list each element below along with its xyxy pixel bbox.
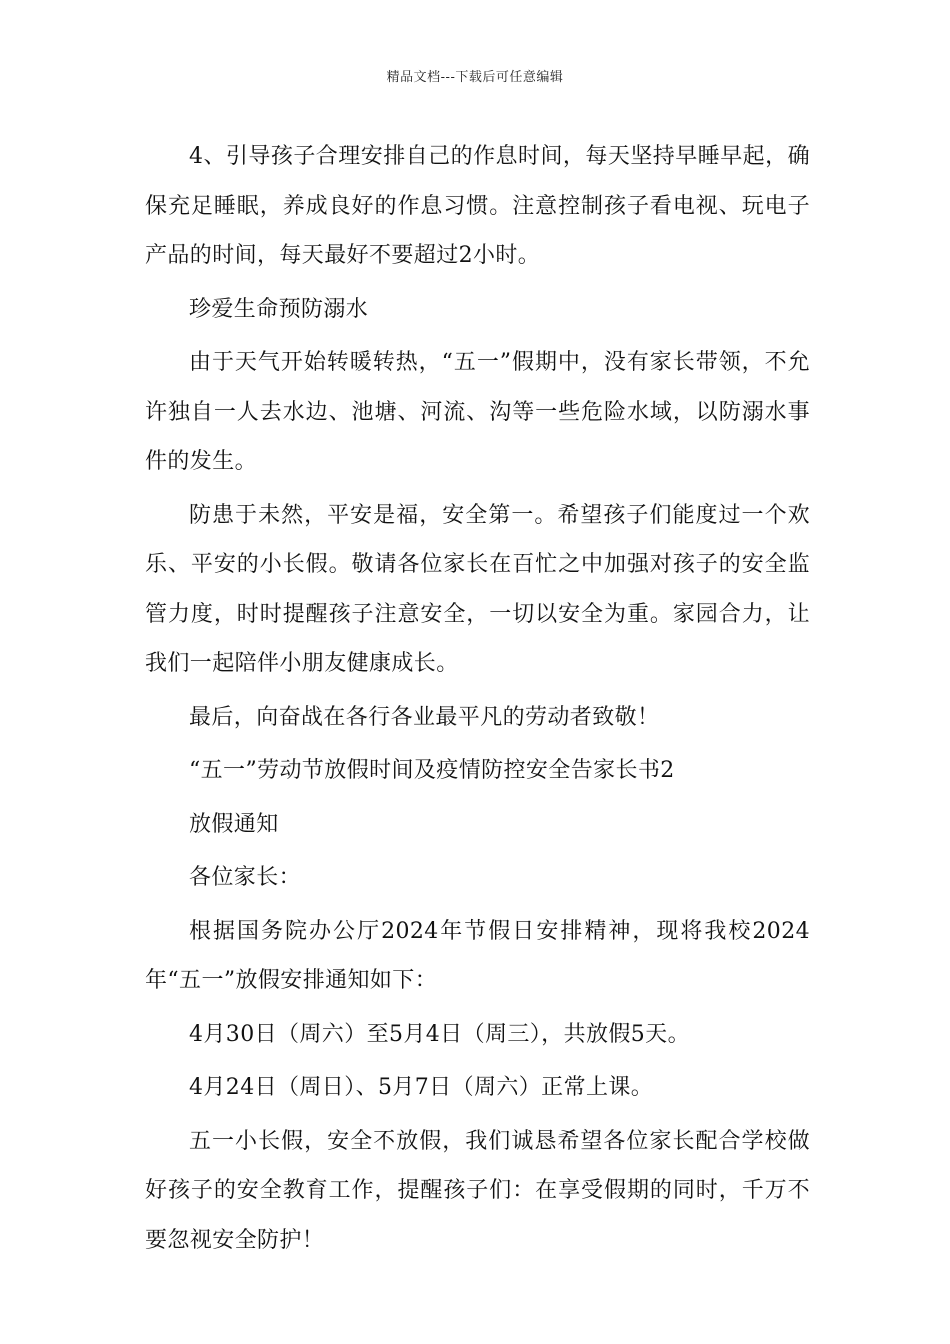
salutation: 各位家长： bbox=[189, 865, 302, 890]
notice-heading: 放假通知 bbox=[189, 811, 279, 837]
document-title-2: “五一”劳动节放假时间及疫情防控安全告家长书2 bbox=[189, 758, 675, 783]
section-heading-drowning: 珍爱生命预防溺水 bbox=[189, 296, 369, 322]
paragraph-salute-workers: 最后，向奋战在各行各业最平凡的劳动者致敬！ bbox=[189, 704, 660, 730]
paragraph-sleep-schedule: 4、引导孩子合理安排自己的作息时间，每天坚持早睡早起，确保充足睡眠，养成良好的作息习惯。注意控制孩子看电视、玩电子产品的时间，每天最好不要超过2小时。 bbox=[145, 144, 810, 268]
paragraph-safety-first: 防患于未然，平安是福，安全第一。希望孩子们能度过一个欢乐、平安的小长假。敬请各位家长在百忙之中加强对孩子的安全监管力度，时时提醒孩子注意安全，一切以安全为重。家园合力，让我们一起陪伴小朋友健康成长。 bbox=[145, 502, 810, 676]
paragraph-holiday-dates: 4月30日（周六）至5月4日（周三），共放假5天。 bbox=[189, 1021, 690, 1047]
page-header: 精品文档---下载后可任意编辑 bbox=[386, 70, 564, 85]
document-body bbox=[145, 132, 810, 1265]
paragraph-water-safety: 由于天气开始转暖转热，“五一”假期中，没有家长带领，不允许独自一人去水边、池塘、河流、沟等一些危险水域，以防溺水事件的发生。 bbox=[145, 350, 810, 474]
paragraph-safety-reminder: 五一小长假，安全不放假，我们诚恳希望各位家长配合学校做好孩子的安全教育工作，提醒孩子们：在享受假期的同时，千万不要忽视安全防护！ bbox=[145, 1128, 810, 1253]
paragraph-holiday-basis: 根据国务院办公厅2024年节假日安排精神，现将我校2024年“五一”放假安排通知如下： bbox=[145, 918, 810, 993]
paragraph-makeup-classes: 4月24日（周日）、5月7日（周六）正常上课。 bbox=[189, 1075, 654, 1100]
